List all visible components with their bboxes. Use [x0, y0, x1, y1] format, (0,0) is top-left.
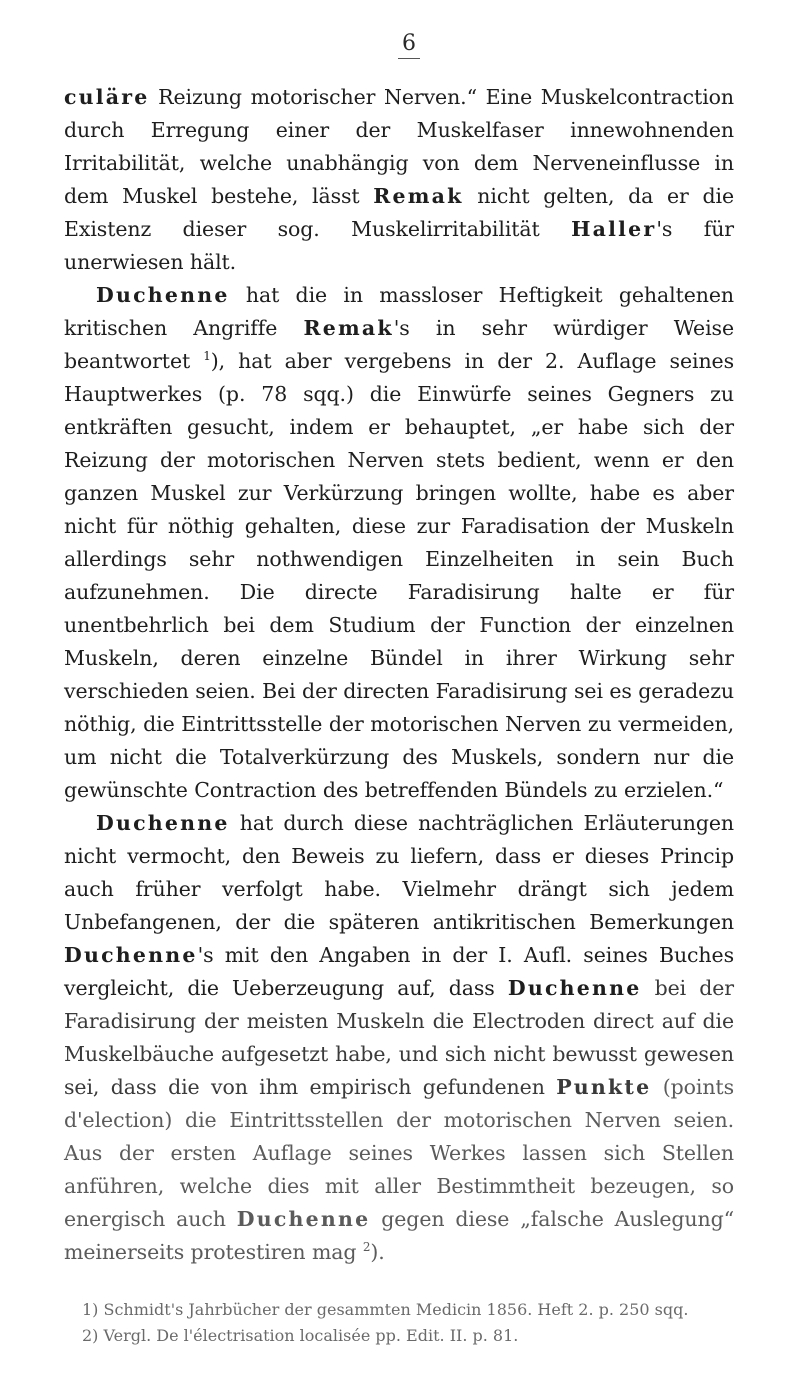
page-number: 6 — [84, 30, 734, 59]
document-page — [64, 30, 734, 1349]
spaced-name: Punkte — [556, 1075, 652, 1099]
text-run: Reizung motorischer Nerven.“ Eine Muskelcontraction durch Erregung einer der Muskelfaser innewohnenden Irritabilität, welche unabhängig von dem Nerveneinflusse in dem Muskel bestehe, lässt — [64, 85, 734, 208]
text-run: nicht gelten, da er die Existenz dieser sog. Muskelirritabilität — [64, 184, 734, 241]
text-run: 's für unerwiesen hält. — [64, 217, 734, 274]
text-run: 's in sehr würdiger Weise beantwortet — [64, 316, 734, 373]
text-run: 's mit den Angaben in der I. Aufl. seines Buches vergleicht, die Ueberzeugung auf, dass — [64, 943, 734, 1000]
spaced-name: Duchenne — [96, 811, 230, 835]
spaced-name: Duchenne — [64, 943, 198, 967]
paragraph-2 — [64, 279, 734, 807]
body-text — [64, 81, 734, 1269]
text-run: hat die in massloser Heftigkeit gehaltenen kritischen Angriffe — [64, 283, 734, 340]
spaced-name: Duchenne — [507, 976, 642, 1000]
footnote-ref: 2 — [362, 1240, 371, 1255]
footnote-2: 2) Vergl. De l'électrisation localisée pp. Edit. II. p. 81. — [82, 1326, 519, 1345]
text-run: bei der Faradisirung der meisten Muskeln die Electroden direct auf die Muskelbäuche aufgesetzt habe, und sich nicht bewusst gewesen sei, dass die von ihm empirisch gefundenen — [64, 976, 734, 1099]
spaced-name: Haller — [571, 217, 657, 241]
footnote-ref: 1 — [203, 349, 211, 364]
spaced-name: Remak — [373, 184, 464, 208]
text-run: ), hat aber vergebens in der 2. Auflage seines Hauptwerkes (p. 78 sqq.) die Einwürfe seines Gegners zu entkräften gesucht, indem er behauptet, „er habe sich der Reizung der motorischen Nerven stets bedient, wenn er den ganzen Muskel zur Verkürzung bringen wollte, habe es aber nicht für nöthig gehalten, diese zur Faradisation der Muskeln allerdings sehr nothwendigen Einzelheiten in sein Buch aufzunehmen. Die directe Faradisirung halte er für unentbehrlich bei dem Studium der Function der einzelnen Muskeln, deren einzelne Bündel in ihrer Wirkung sehr verschieden seien. Bei der directen Faradisirung sei es geradezu nöthig, die Eintrittsstelle der motorischen Nerven zu vermeiden, um nicht die Totalverkürzung des Muskels, sondern nur die gewünschte Contraction des betreffenden Bündels zu erzielen.“ — [64, 349, 735, 802]
text-run: ). — [370, 1240, 385, 1264]
spaced-name: Duchenne — [236, 1207, 371, 1231]
text-run: hat durch diese nachträglichen Erläuterungen nicht vermocht, den Beweis zu liefern, dass er dieses Princip auch früher verfolgt habe. Vielmehr drängt sich jedem Unbefangenen, der die späteren antikritischen Bemerkungen — [64, 811, 734, 934]
text-run: gegen diese „falsche Auslegung“ meinerseits protestiren mag — [64, 1207, 734, 1264]
text-run: (points d'election) die Eintrittsstellen der motorischen Nerven seien. Aus der ersten Auflage seines Werkes lassen sich Stellen anführen, welche dies mit aller Bestimmtheit bezeugen, so energisch auch — [64, 1075, 734, 1231]
spaced-name: Remak — [303, 316, 394, 340]
footnote-1: 1) Schmidt's Jahrbücher der gesammten Medicin 1856. Heft 2. p. 250 sqq. — [82, 1300, 689, 1319]
paragraph-1 — [64, 81, 734, 279]
spaced-name: Duchenne — [96, 283, 230, 307]
spaced-name: culäre — [64, 85, 150, 109]
paragraph-3 — [64, 807, 734, 1269]
footnotes — [64, 1297, 734, 1349]
